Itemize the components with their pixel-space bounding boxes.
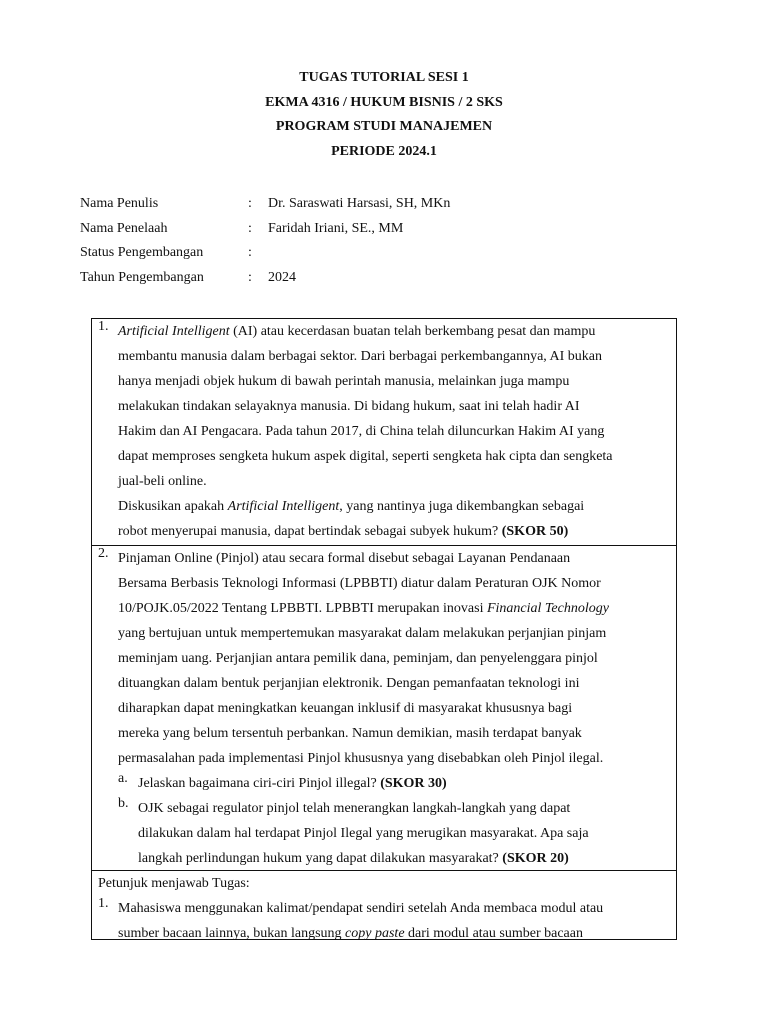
meta-colon: : [248, 269, 252, 285]
sub-question-body [138, 771, 668, 796]
question-table [91, 318, 677, 940]
meta-row-status [80, 241, 450, 266]
text-line: melakukan tindakan selayaknya manusia. Di bidang hukum, saat ini telah hadir AI [118, 399, 580, 414]
meta-value: Dr. Saraswati Harsasi, SH, MKn [268, 196, 451, 211]
text-line [118, 494, 668, 519]
text-line: permasalahan pada implementasi Pinjol khususnya yang disebabkan oleh Pinjol ilegal. [118, 751, 604, 766]
meta-colon: : [248, 220, 252, 236]
question-body [118, 319, 668, 544]
meta-info [80, 192, 450, 290]
text-line: meminjam uang. Perjanjian antara pemilik dana, peminjam, dan penyelenggara pinjol [118, 651, 598, 666]
text-line: OJK sebagai regulator pinjol telah menerangkan langkah-langkah yang dapat [138, 801, 571, 816]
question-number: 1. [98, 319, 109, 334]
question-2-cell [92, 546, 676, 871]
meta-row-penelaah [80, 217, 450, 242]
text-line: hanya menjadi objek hukum di bawah perintah manusia, melainkan juga mampu [118, 374, 570, 389]
sub-question-body [138, 796, 668, 871]
text-span: Diskusikan apakah [118, 499, 228, 514]
question-body [118, 546, 668, 871]
meta-row-tahun [80, 266, 450, 291]
header-program: PROGRAM STUDI MANAJEMEN [275, 119, 493, 134]
score-label: (SKOR 50) [501, 524, 569, 539]
text-line [118, 319, 668, 344]
text-line: diharapkan dapat meningkatkan keuangan inklusif di masyarakat khususnya bagi [118, 701, 573, 716]
italic-term: Financial Technology [486, 601, 609, 616]
document-header [0, 66, 768, 164]
text-line [138, 846, 668, 871]
meta-colon: : [248, 245, 252, 260]
text-span: (AI) atau kecerdasan buatan telah berkembang pesat dan mampu [229, 324, 596, 339]
text-line [138, 771, 668, 796]
petunjuk-item-1 [98, 896, 668, 940]
meta-label: Nama Penulis [80, 196, 159, 211]
header-title: TUGAS TUTORIAL SESI 1 [299, 70, 469, 85]
text-span: langkah perlindungan hukum yang dapat dilakukan masyarakat? [138, 851, 503, 866]
text-line: Mahasiswa menggunakan kalimat/pendapat sendiri setelah Anda membaca modul atau [118, 901, 604, 916]
score-label: (SKOR 20) [502, 851, 569, 866]
text-span: sumber bacaan lainnya, bukan langsung [118, 926, 346, 940]
text-line [118, 519, 668, 544]
text-line: dituangkan dalam bentuk perjanjian elektronik. Dengan pemanfaatan teknologi ini [118, 676, 580, 691]
question-2 [98, 546, 668, 871]
meta-value: 2024 [268, 269, 296, 285]
text-line: Pinjaman Online (Pinjol) atau secara formal disebut sebagai Layanan Pendanaan [118, 551, 571, 566]
text-line: jual-beli online. [118, 474, 207, 489]
text-span: 10/POJK.05/2022 Tentang LPBBTI. LPBBTI merupakan inovasi [118, 601, 487, 616]
text-line: Bersama Berbasis Teknologi Informasi (LPBBTI) diatur dalam Peraturan OJK Nomor [118, 576, 601, 591]
text-line: Hakim dan AI Pengacara. Pada tahun 2017, di China telah diluncurkan Hakim AI yang [118, 424, 605, 439]
item-number: 1. [98, 896, 109, 911]
header-course: EKMA 4316 / HUKUM BISNIS / 2 SKS [265, 94, 503, 110]
text-span: robot menyerupai manusia, dapat bertindak sebagai subyek hukum? [118, 524, 502, 539]
text-span: , yang nantinya juga dikembangkan sebagai [339, 499, 585, 514]
meta-value: Faridah Iriani, SE., MM [268, 220, 404, 236]
question-number: 2. [98, 546, 109, 561]
text-line: dilakukan dalam hal terdapat Pinjol Ilegal yang merugikan masyarakat. Apa saja [138, 826, 589, 841]
question-1-cell [92, 319, 676, 546]
text-line [118, 596, 668, 621]
sub-question-b [118, 796, 668, 871]
italic-term: Artificial Intelligent [227, 499, 340, 514]
meta-label: Status Pengembangan [80, 245, 204, 260]
header-period: PERIODE 2024.1 [331, 143, 437, 159]
text-line: yang bertujuan untuk mempertemukan masyarakat dalam melakukan perjanjian pinjam [118, 626, 607, 641]
petunjuk-title: Petunjuk menjawab Tugas: [98, 876, 250, 891]
meta-colon: : [248, 196, 252, 211]
meta-label: Nama Penelaah [80, 220, 168, 236]
text-line [118, 921, 668, 940]
text-line: membantu manusia dalam berbagai sektor. Dari berbagai perkembangannya, AI bukan [118, 349, 602, 364]
italic-term: Artificial Intelligent [118, 324, 230, 339]
sub-question-a [118, 771, 668, 796]
item-body [118, 896, 668, 940]
meta-label: Tahun Pengembangan [80, 269, 204, 285]
question-1 [98, 319, 668, 544]
score-label: (SKOR 30) [380, 776, 447, 791]
meta-row-penulis [80, 192, 450, 217]
text-line: mereka yang belum tersentuh perbankan. Namun demikian, masih terdapat banyak [118, 726, 582, 741]
sub-question-letter: b. [118, 796, 129, 811]
italic-term: copy paste [345, 926, 405, 940]
petunjuk-cell [92, 871, 676, 940]
text-span: dari modul atau sumber bacaan [404, 926, 583, 940]
sub-question-letter: a. [118, 771, 128, 786]
text-line: dapat memproses sengketa hukum aspek digital, seperti sengketa hak cipta dan sengketa [118, 449, 613, 464]
text-span: Jelaskan bagaimana ciri-ciri Pinjol illegal? [138, 776, 381, 791]
